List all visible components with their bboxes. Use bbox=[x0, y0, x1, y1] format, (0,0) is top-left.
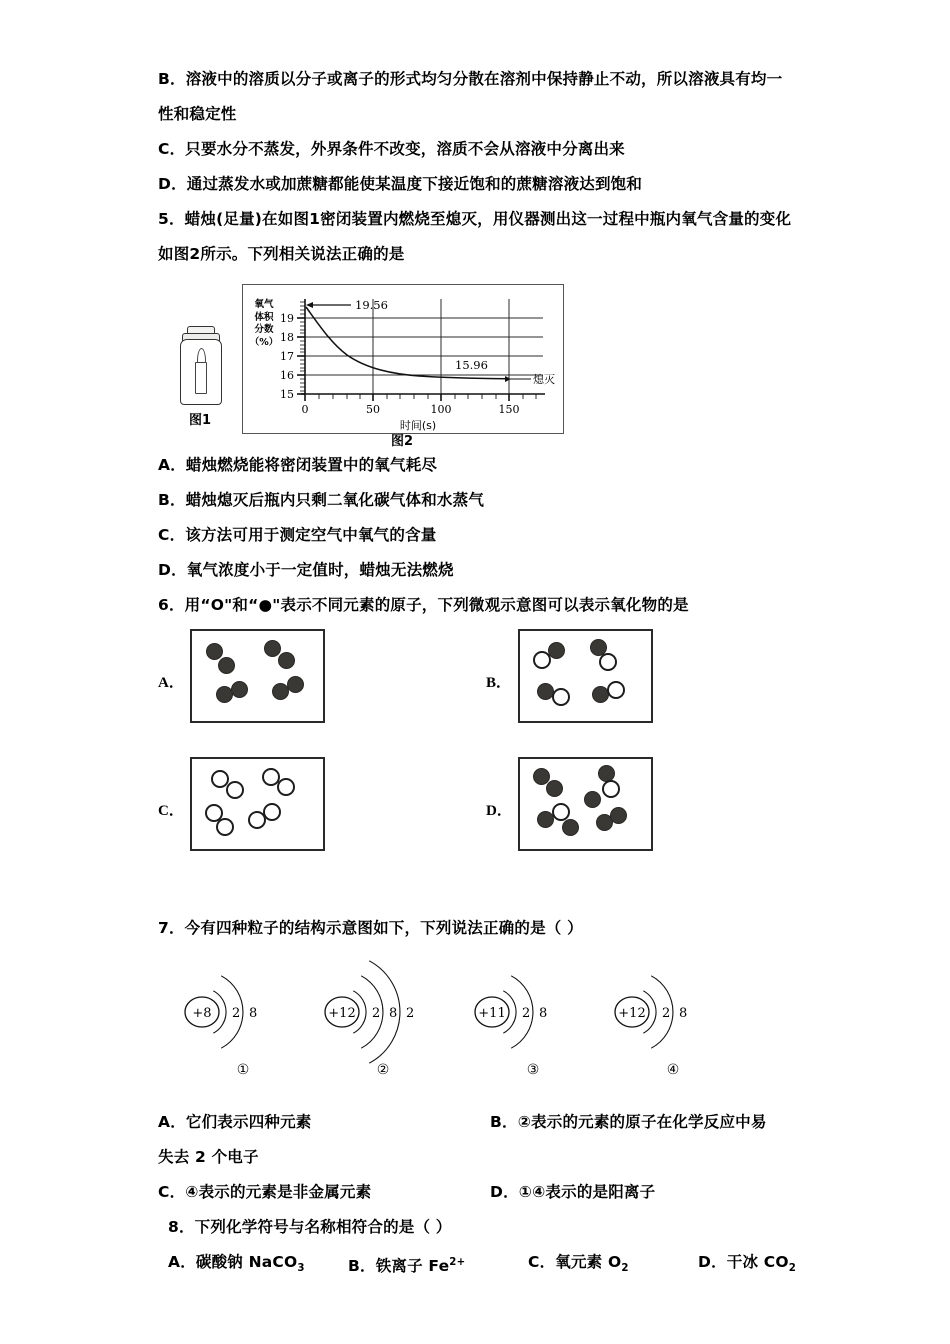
q8-option-c: C．氧元素 $O_2$ bbox=[528, 1253, 629, 1275]
question-5-stem: 5．蜡烛(足量)在如图1密闭装置内燃烧至熄灭，用仪器测出这一过程中瓶内氧气含量的变化如图2所示。下列相关说法正确的是 bbox=[158, 210, 792, 263]
svg-text:熄灭: 熄灭 bbox=[533, 373, 555, 386]
annotation-extinguished bbox=[505, 372, 555, 386]
atom-dark bbox=[546, 780, 563, 797]
bottle-icon bbox=[178, 326, 222, 404]
electron-count-label: 8 bbox=[249, 1006, 258, 1021]
ytick-17: 17 bbox=[280, 350, 294, 363]
y-label-line-2: 体积 bbox=[254, 311, 274, 323]
figure-2-chart bbox=[242, 284, 564, 434]
q6-option-b-box bbox=[518, 629, 653, 723]
q7-particle-diagrams bbox=[158, 956, 798, 1101]
q6-option-d-label: D． bbox=[486, 803, 512, 819]
q6-option-a-box bbox=[190, 629, 325, 723]
atom-dark bbox=[537, 811, 554, 828]
y-label-line-1: 氧气 bbox=[254, 299, 274, 310]
figure-1-candle-bottle bbox=[172, 326, 228, 428]
atom-dark bbox=[562, 819, 579, 836]
annotation-15-96: 15.96 bbox=[455, 358, 488, 372]
annotation-19-56 bbox=[306, 298, 388, 312]
q8-option-d: D．干冰 $CO_2$ bbox=[698, 1253, 797, 1275]
q7-particle-2 bbox=[308, 956, 458, 1078]
nucleus-charge-label: +12 bbox=[328, 1006, 356, 1021]
q7-options-row-1 bbox=[158, 1105, 798, 1140]
q6-option-c-label: C． bbox=[158, 803, 184, 819]
atom-dark bbox=[610, 807, 627, 824]
ytick-15: 15 bbox=[280, 388, 294, 401]
q6-options-row-2 bbox=[158, 757, 798, 869]
q7-particle-caption: ② bbox=[376, 1062, 390, 1078]
xtick-0: 0 bbox=[301, 403, 309, 416]
y-label-line-4: （%） bbox=[249, 336, 279, 348]
nucleus-charge-label: +11 bbox=[478, 1006, 506, 1021]
question-7-stem: 7．今有四种粒子的结构示意图如下，下列说法正确的是（ ） bbox=[158, 919, 583, 937]
y-label-line-3: 分数 bbox=[254, 324, 274, 335]
atom-dark bbox=[231, 681, 248, 698]
chart-x-title: 时间(s) bbox=[399, 419, 437, 432]
q4-option-c: C．只要水分不蒸发，外界条件不改变，溶质不会从溶液中分离出来 bbox=[158, 140, 625, 158]
question-5-figures bbox=[164, 278, 798, 448]
electron-shell-arc bbox=[213, 991, 226, 1033]
chart-y-axis-label bbox=[249, 299, 279, 349]
q5-option-d: D．氧气浓度小于一定值时，蜡烛无法燃烧 bbox=[158, 561, 454, 579]
atom-dark bbox=[264, 640, 281, 657]
electron-count-label: 8 bbox=[389, 1006, 398, 1021]
q7-particle-caption: ③ bbox=[526, 1062, 540, 1078]
xtick-50: 50 bbox=[366, 403, 380, 416]
electron-count-label: 2 bbox=[662, 1006, 671, 1021]
atom-light bbox=[263, 803, 281, 821]
nucleus-charge-label: +8 bbox=[192, 1006, 212, 1021]
candle-icon bbox=[195, 362, 207, 394]
atom-dark bbox=[287, 676, 304, 693]
q7-option-b-continued: 失去 2 个电子 bbox=[158, 1148, 259, 1166]
q4-option-b: B．溶液中的溶质以分子或离子的形式均匀分散在溶剂中保持静止不动，所以溶液具有均一性和稳定性 bbox=[158, 70, 783, 123]
q7-options-row-2 bbox=[158, 1175, 798, 1210]
atom-light bbox=[226, 781, 244, 799]
electron-count-label: 2 bbox=[372, 1006, 381, 1021]
xtick-150: 150 bbox=[498, 403, 520, 416]
shell-diagram-svg bbox=[598, 956, 748, 1068]
q7-option-b: B．②表示的元素的原子在化学反应中易 bbox=[490, 1113, 767, 1131]
q6-option-c-box bbox=[190, 757, 325, 851]
q8-option-a: A．碳酸钠 NaCO$_3$ bbox=[168, 1253, 305, 1275]
q7-particle-1 bbox=[168, 956, 318, 1078]
svg-text:19.56: 19.56 bbox=[355, 298, 388, 312]
atom-dark bbox=[218, 657, 235, 674]
atom-light bbox=[607, 681, 625, 699]
nucleus-charge-label: +12 bbox=[618, 1006, 646, 1021]
shell-diagram-svg bbox=[458, 956, 608, 1068]
question-6-stem: 6．用“O"和“●"表示不同元素的原子，下列微观示意图可以表示氧化物的是 bbox=[158, 596, 689, 614]
q7-option-a: A．它们表示四种元素 bbox=[158, 1113, 312, 1131]
q6-options-row-1 bbox=[158, 629, 798, 741]
electron-count-label: 2 bbox=[522, 1006, 531, 1021]
q5-option-b: B．蜡烛熄灭后瓶内只剩二氧化碳气体和水蒸气 bbox=[158, 491, 485, 509]
q4-option-d: D．通过蒸发水或加蔗糖都能使某温度下接近饱和的蔗糖溶液达到饱和 bbox=[158, 175, 643, 193]
q6-option-b-label: B． bbox=[486, 675, 512, 691]
figure-2-caption: 图2 bbox=[390, 434, 414, 449]
atom-light bbox=[216, 818, 234, 836]
q7-option-c: C．④表示的元素是非金属元素 bbox=[158, 1183, 372, 1201]
figure-1-caption: 图1 bbox=[188, 413, 212, 428]
q7-particle-caption: ① bbox=[236, 1062, 250, 1078]
ytick-16: 16 bbox=[280, 369, 294, 382]
q7-particle-3 bbox=[458, 956, 608, 1078]
atom-light bbox=[602, 780, 620, 798]
q7-particle-4 bbox=[598, 956, 748, 1078]
ytick-19: 19 bbox=[280, 312, 294, 325]
electron-count-label: 8 bbox=[539, 1006, 548, 1021]
q5-option-a: A．蜡烛燃烧能将密闭装置中的氧气耗尽 bbox=[158, 456, 438, 474]
q8-option-b: B．铁离子 $Fe^{2+}$ bbox=[348, 1257, 466, 1276]
page-content bbox=[158, 62, 798, 1280]
chart-svg bbox=[243, 285, 563, 433]
q7-particle-caption: ④ bbox=[666, 1062, 680, 1078]
electron-count-label: 8 bbox=[679, 1006, 688, 1021]
atom-dark bbox=[584, 791, 601, 808]
q7-option-d: D．①④表示的是阳离子 bbox=[490, 1183, 656, 1201]
ytick-18: 18 bbox=[280, 331, 294, 344]
shell-diagram-svg bbox=[168, 956, 318, 1068]
question-8-stem: 8．下列化学符号与名称相符合的是（ ） bbox=[168, 1218, 452, 1236]
atom-light bbox=[552, 688, 570, 706]
q6-option-a-label: A． bbox=[158, 675, 184, 691]
q6-option-d-box bbox=[518, 757, 653, 851]
shell-diagram-svg bbox=[308, 956, 458, 1068]
atom-dark bbox=[206, 643, 223, 660]
atom-light bbox=[599, 653, 617, 671]
q8-options-row bbox=[168, 1245, 798, 1280]
atom-dark bbox=[278, 652, 295, 669]
electron-count-label: 2 bbox=[232, 1006, 241, 1021]
q5-option-c: C．该方法可用于测定空气中氧气的含量 bbox=[158, 526, 437, 544]
atom-light bbox=[277, 778, 295, 796]
xtick-100: 100 bbox=[430, 403, 452, 416]
electron-count-label: 2 bbox=[406, 1006, 415, 1021]
atom-dark bbox=[548, 642, 565, 659]
